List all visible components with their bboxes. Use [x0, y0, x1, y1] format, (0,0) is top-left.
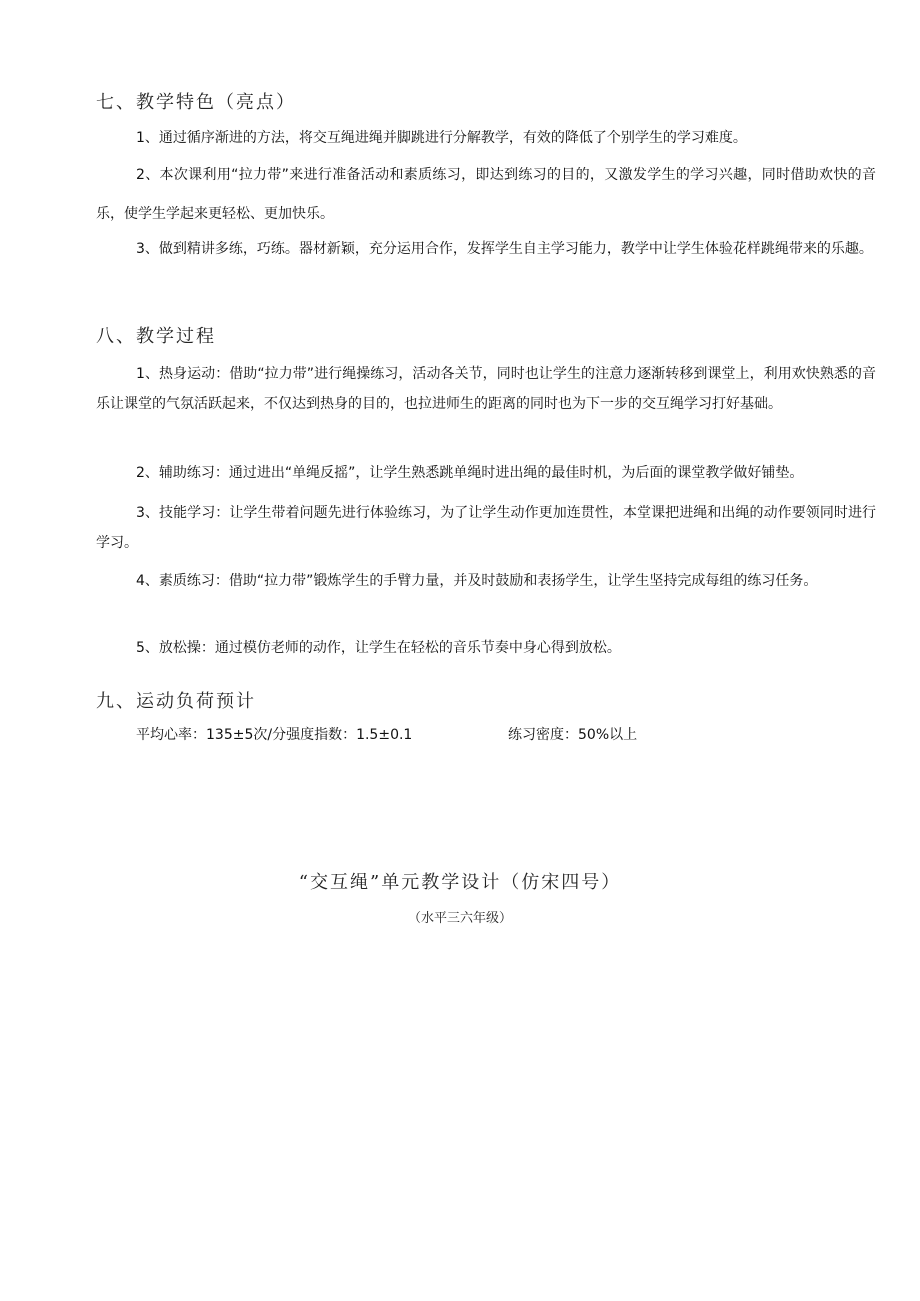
section8-item-1: 1、热身运动：借助“拉力带”进行绳操练习，活动各关节，同时也让学生的注意力逐渐转移到课堂上，利用欢快熟悉的音乐让课堂的气氛活跃起来，不仅达到热身的目的，也拉进师生的距离的同时也为下一步的交互绳学习打好基础。 — [96, 366, 876, 412]
heart-rate-text: 平均心率：135±5次/分强度指数：1.5±0.1 — [136, 727, 413, 743]
section8-item-4: 4、素质练习：借助“拉力带”锻炼学生的手臂力量，并及时鼓励和表扬学生，让学生坚持完成每组的练习任务。 — [136, 573, 818, 589]
section7-heading: 七、教学特色（亮点） — [96, 92, 296, 113]
section7-item-2: 2、本次课利用“拉力带”来进行准备活动和素质练习，即达到练习的目的，又激发学生的学习兴趣，同时借助欢快的音乐，使学生学起来更轻松、更加快乐。 — [96, 167, 876, 222]
section8-item-5: 5、放松操：通过模仿老师的动作，让学生在轻松的音乐节奏中身心得到放松。 — [136, 640, 621, 656]
section7-item-3: 3、做到精讲多练，巧练。器材新颖，充分运用合作，发挥学生自主学习能力，教学中让学生体验花样跳绳带来的乐趣。 — [136, 241, 873, 257]
section8-item-2: 2、辅助练习：通过进出“单绳反摇”，让学生熟悉跳单绳时进出绳的最佳时机，为后面的课堂教学做好铺垫。 — [136, 465, 804, 481]
density-text: 练习密度：50%以上 — [508, 727, 638, 743]
section8-heading: 八、教学过程 — [96, 326, 216, 347]
unit-subtitle: （水平三六年级） — [407, 911, 512, 926]
section7-item-1: 1、通过循序渐进的方法，将交互绳进绳并脚跳进行分解教学，有效的降低了个别学生的学习难度。 — [136, 130, 747, 146]
section9-heading: 九、运动负荷预计 — [96, 691, 256, 712]
section8-item-3: 3、技能学习：让学生带着问题先进行体验练习，为了让学生动作更加连贯性，本堂课把进绳和出绳的动作要领同时进行学习。 — [96, 505, 876, 551]
unit-title: “交互绳”单元教学设计（仿宋四号） — [298, 872, 622, 893]
